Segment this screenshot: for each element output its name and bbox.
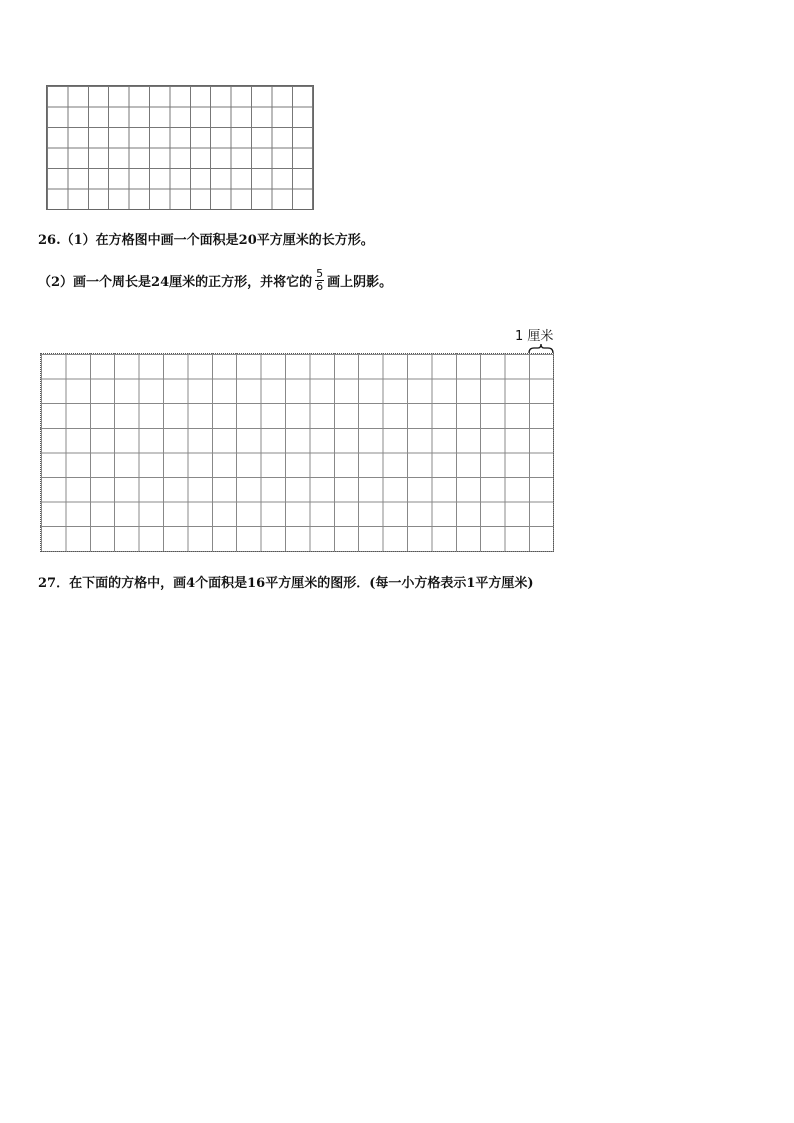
question-26-part-2-suffix: 画上阴影。 (327, 275, 393, 290)
fraction-denominator: 6 (316, 280, 324, 293)
question-26-part-2-prefix: （2）画一个周长是24厘米的正方形，并将它的 (38, 275, 313, 290)
unit-label: 1 厘米 (515, 329, 554, 344)
grid-top (46, 85, 314, 210)
fraction-numerator: 5 (316, 267, 324, 280)
question-26-part-2 (38, 268, 392, 293)
question-27: 27．在下面的方格中，画4个面积是16平方厘米的图形．(每一小方格表示1平方厘米) (38, 576, 534, 591)
grid-dotted (40, 353, 554, 552)
question-26-part-1: 26.（1）在方格图中画一个面积是20平方厘米的长方形。 (38, 233, 374, 248)
fraction-five-sixths (315, 268, 324, 293)
